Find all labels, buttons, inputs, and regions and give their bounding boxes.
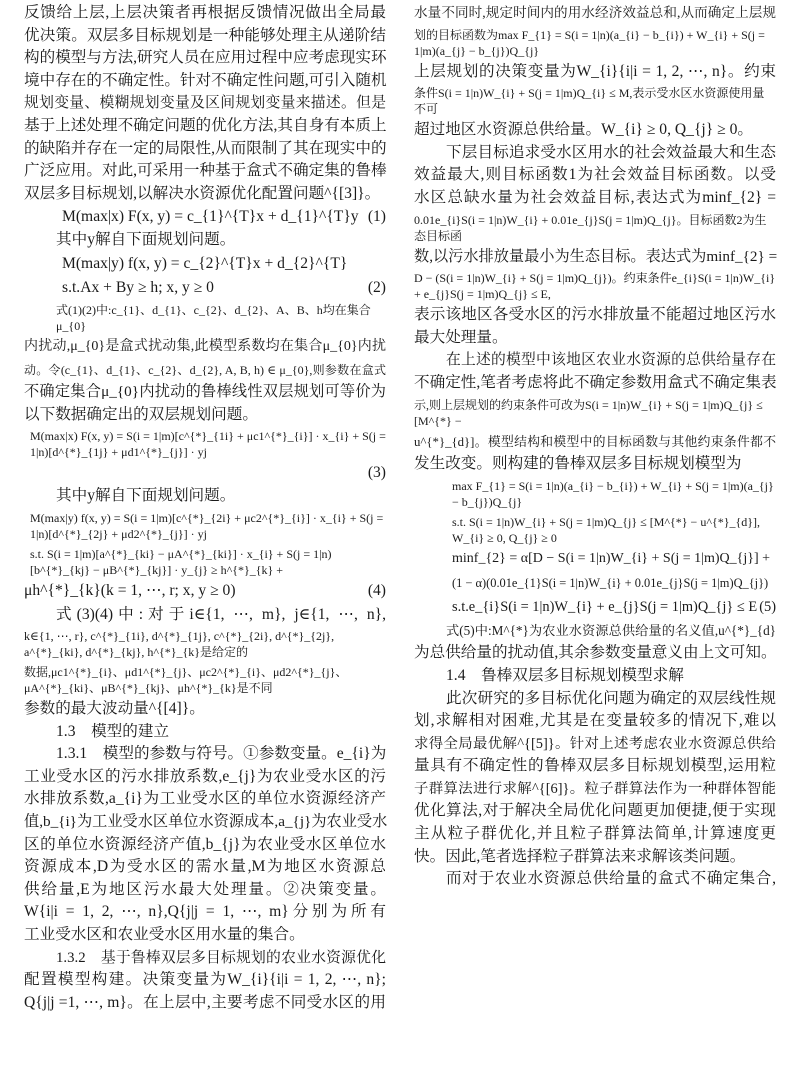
line-text: 境中存在的不确定性。针对不确定性问题,可引入随机 [24,71,387,89]
text-line [414,823,776,846]
text-line [24,229,386,252]
text-line [24,969,386,992]
text-line [414,164,776,187]
equation-line [24,426,386,462]
text-line [24,359,386,382]
line-text: 配置模型构建。决策变量为W_{i}{i|i = 1, 2, ⋯, n}; [24,971,386,989]
line-text: 下层目标追求受水区用水的社会效益最大和生态 [446,143,776,161]
text-line [24,788,386,811]
line-text: 1.3 模型的建立 [56,722,170,740]
line-text: 规划变量、模糊规划变量及区间规划变量来描述。但是 [24,95,386,112]
text-line [24,336,386,359]
line-text: 数,以污水排放量最小为生态目标。表达式为minf_{2} = [414,247,778,265]
text-line [24,662,386,698]
text-line [414,119,776,142]
line-text: 子群算法进行求解^{[6]}。粒子群算法作为一种群体智能 [414,780,776,797]
equation-line [414,512,776,548]
text-line [414,453,776,476]
equation-line [24,252,386,276]
text-line [24,992,386,1015]
text-line [414,210,776,246]
line-text: 1.3.1 模型的参数与符号。①参数变量。e_{i}为 [56,745,387,763]
line-text: u^{*}_{d}]。模型结构和模型中的目标函数与其他约束条件都不 [414,434,776,449]
section-heading [24,721,386,744]
line-text: 求得全局最优解^{[5]}。针对上述考虑农业水资源总供给 [414,735,776,752]
line-text: 1.3.2 基于鲁棒双层多目标规划的农业水资源优化 [56,949,386,966]
text-line [414,83,776,119]
equation-body: M(max|y) f(x, y) = c_{2}^{T}x + d_{2}^{T} [62,254,348,272]
equation-body: max F_{1} = S(i = 1|n)(a_{i} − b_{i}) + W_{i} + S(j = 1|m)(a_{j} − b_{j})Q_{j} [452,478,774,509]
equation-body: s.t.Ax + By ≥ h; x, y ≥ 0 [62,278,214,296]
text-line [24,698,386,721]
line-text: 工业受水区的污水排放系数,e_{j}为农业受水区的污 [24,767,386,785]
text-line [414,431,776,454]
line-text: 示,则上层规划的约束条件可改为S(i = 1|n)W_{i} + S(j = 1|m)Q_{j} ≤ [M^{*} − [414,397,763,428]
line-text: 式(5)中:M^{*}为农业水资源总供给量的名义值,u^{*}_{d} [446,622,776,638]
line-text: 超过地区水资源总供给量。W_{i} ≥ 0, Q_{j} ≥ 0。 [414,121,753,139]
line-text: 构的模型与方法,研究人员在应用过程中应考虑现实环 [24,49,387,67]
equation-body: s.t. S(i = 1|m)[a^{*}_{ki} − μA^{*}_{ki}] · x_{i} + S(j = 1|n)[b^{*}_{kj} − μB^{*}_{kj}] · y_{j} ≥ h^{*}_{k} + [30,546,332,577]
line-text: D − (S(i = 1|n)W_{i} + S(j = 1|m)Q_{j})。约束条件e_{i}S(i = 1|n)W_{i} + e_{j}S(j = 1|m)Q_{j} ≤ E, [414,271,776,302]
equation-line [24,580,386,604]
line-text: k∈{1, ⋯, r}, c^{*}_{1i}, d^{*}_{1j}, c^{*}_{2i}, d^{*}_{2j}, a^{*}_{ki}, d^{*}_{kj}, h^{*}_{k}是给定的 [24,629,335,660]
line-text: 值,b_{i}为工业受水区单位水资源成本,a_{j}为农业受水 [24,813,388,831]
line-text: 工业受水区和农业受水区用水量的集合。 [24,926,305,944]
equation-line [24,462,386,485]
equation-body: M(max|y) f(x, y) = S(i = 1|m)[c^{*}_{2i} + μc2^{*}_{i}] · x_{i} + S(j = 1|n)[d^{*}_{2j} + μd2^{*}_{j}] · yj [30,510,384,541]
line-text: 数据,μc1^{*}_{i}、μd1^{*}_{j}、μc2^{*}_{i}、μd2^{*}_{j}、μA^{*}_{ki}、μB^{*}_{kj}、μh^{*}_{k}是不同 [24,665,348,696]
text-line [414,142,776,165]
text-line [414,246,776,269]
text-line [24,70,386,93]
line-text: 0.01e_{i}S(i = 1|n)W_{i} + 0.01e_{j}S(j = 1|m)Q_{j}。目标函数2为生态目标函 [414,212,767,243]
text-line [414,620,776,643]
line-text: 优决策。双层多目标规划是一种能够处理主从递阶结 [24,26,386,44]
text-line [24,626,386,662]
equation-line [24,544,386,580]
text-line [24,811,386,834]
text-line [24,92,386,115]
line-text: 资源成本,D为受水区的需水量,M为地区水资源总 [24,858,386,876]
line-text: 参数的最大波动量^{[4]}。 [24,700,205,718]
text-line [414,268,776,304]
line-text: 式(1)(2)中:c_{1}、d_{1}、c_{2}、d_{2}、A、B、h均在集合μ_{0} [56,302,371,333]
equation-line [24,205,386,229]
equation-line [414,548,776,572]
line-text: 基于上述处理不确定问题的优化方法,其自身有本质上 [24,116,387,134]
line-text: 快。因此,笔者选择粒子群算法来求解该类问题。 [414,847,746,865]
line-text: 在上述的模型中该地区农业水资源的总供给量存在 [446,352,776,369]
line-text: 发生改变。则构建的鲁棒双层多目标规划模型为 [414,455,742,473]
line-text: 划,求解相对困难,尤其是在变量较多的情况下,难以 [414,712,776,730]
equation-line [24,276,386,300]
line-text: 内扰动,μ_{0}是盒式扰动集,此模型系数均在集合μ_{0}内扰 [24,338,386,354]
equation-number: (2) [367,278,386,296]
equation-line [414,476,776,512]
text-line [24,901,386,924]
line-text: 双层多目标规划,以解决水资源优化配置问题^{[3]}。 [24,184,381,202]
equation-body: (1 − α)(0.01e_{1}S(i = 1|n)W_{i} + 0.01e_{j}S(j = 1|m)Q_{j}) [452,576,769,591]
line-text: 水区总缺水量为社会效益目标,表达式为minf_{2} = [414,188,776,206]
left-text-column [24,2,386,1014]
text-line [414,25,776,61]
equation-number: (5) [759,599,776,616]
equation-body: minf_{2} = α[D − S(i = 1|n)W_{i} + S(j = 1|m)Q_{j}] + [452,551,771,567]
line-text: 其中y解自下面规划问题。 [56,231,236,249]
line-text: 反馈给上层,上层决策者再根据反馈情况做出全局最 [24,4,386,21]
text-line [414,187,776,210]
equation-line [24,508,386,544]
text-line [414,642,776,665]
line-text: W{i|i = 1, 2, ⋯, n},Q{j|j = 1, ⋯, m}分别为所有 [24,903,386,921]
line-text: 表示该地区各受水区的污水排放量不能超过地区污水 [414,306,776,324]
text-line [414,327,776,350]
line-text: 主从粒子群优化,并且粒子群算法简单,计算速度更 [414,825,776,843]
equation-body: s.t. S(i = 1|n)W_{i} + S(j = 1|m)Q_{j} ≤ [M^{*} − u^{*}_{d}], W_{i} ≥ 0, Q_{j} ≥ 0 [452,514,760,545]
line-text: 效益最大,则目标函数1为社会效益目标函数。以受 [414,166,776,184]
text-line [414,2,776,25]
text-line [24,300,386,336]
text-line [24,25,386,48]
right-text-column [414,2,776,891]
equation-body: M(max|x) F(x, y) = c_{1}^{T}x + d_{1}^{T}y [62,208,359,226]
equation-line [414,596,776,620]
equation-body: s.t.e_{i}S(i = 1|n)W_{i} + e_{j}S(j = 1|m)Q_{j} ≤ E [452,599,758,616]
text-line [414,372,776,395]
text-line [24,381,386,404]
line-text: 其中y解自下面规划问题。 [56,486,236,504]
equation-number: (1) [367,208,386,226]
equation-body: M(max|x) F(x, y) = S(i = 1|m)[c^{*}_{1i} + μc1^{*}_{i}] · x_{i} + S(j = 1|n)[d^{*}_{1j} + μd1^{*}_{j}] · yj [30,429,386,460]
line-text: 区的单位水资源经济产值,b_{j}为农业受水区单位水 [24,835,386,853]
line-text: 以下数据确定出的双层规划问题。 [24,405,258,423]
text-line [24,47,386,70]
line-text: 而对于农业水资源总供给量的盒式不确定集合, [446,870,776,888]
section-heading [414,665,776,688]
line-text: 优化算法,对于解决全局优化问题更加便捷,便于实现 [414,802,776,820]
line-text: 水量不同时,规定时间内的用水经济效益总和,从而确定上层规 [414,5,776,20]
text-line [24,160,386,183]
line-text: 的缺陷并存在一定的局限性,从而限制了其在现实中的 [24,139,387,157]
line-text: 不确定集合μ_{0}内扰动的鲁棒线性双层规划可等价为 [24,383,386,401]
equation-number: (3) [367,464,386,482]
line-text: 1.4 鲁棒双层多目标规划模型求解 [446,666,684,684]
text-line [24,834,386,857]
text-line [24,404,386,427]
text-line [414,710,776,733]
text-line [414,349,776,372]
text-line [414,846,776,869]
line-text: 水排放系数,a_{i}为工业受水区的单位水资源经济产 [24,790,386,808]
line-text: 最大处理量。 [414,328,508,346]
text-line [414,688,776,711]
text-line [24,485,386,508]
text-line [24,947,386,970]
line-text: 式(3)(4)中:对于i∈{1, ⋯, m}, j∈{1, ⋯, n}, [56,605,386,623]
text-line [24,138,386,161]
text-line [414,304,776,327]
line-text: 划的目标函数为max F_{1} = S(i = 1|n)(a_{i} − b_{i}) + W_{i} + S(j = 1|m)(a_{j} − b_{j})Q_{j} [414,27,765,58]
text-line [24,2,386,25]
text-line [414,395,776,431]
text-line [24,604,386,627]
text-line [414,733,776,756]
line-text: Q{j|j =1, ⋯, m}。在上层中,主要考虑不同受水区的用 [24,993,386,1011]
text-line [414,755,776,778]
text-line [414,61,776,84]
line-text: 上层规划的决策变量为W_{i}{i|i = 1, 2, ⋯, n}。约束 [414,62,776,80]
line-text: 动。令(c_{1}、d_{1}、c_{2}、d_{2}, A, B, h) ∈ μ_{0},则参数在盒式 [24,362,386,377]
line-text: 条件S(i = 1|n)W_{i} + S(j = 1|m)Q_{i} ≤ M,表示受水区水资源使用量不可 [414,86,765,117]
text-line [414,868,776,891]
line-text: 供给量,E为地区污水最大处理量。②决策变量。 [24,880,386,898]
line-text: 量具有不确定性的鲁棒双层多目标规划模型,运用粒 [414,757,776,775]
text-line [24,879,386,902]
line-text: 此次研究的多目标优化问题为确定的双层线性规 [446,689,776,707]
text-line [24,856,386,879]
equation-line [414,572,776,596]
text-line [24,766,386,789]
text-line [414,778,776,801]
text-line [24,924,386,947]
equation-body: μh^{*}_{k}(k = 1, ⋯, r; x, y ≥ 0) [24,582,236,600]
text-line [414,800,776,823]
text-line [24,115,386,138]
text-line [24,743,386,766]
line-text: 为总供给量的扰动值,其余参数变量意义由上文可知。 [414,644,777,662]
line-text: 广泛应用。对此,可采用一种基于盒式不确定集的鲁棒 [24,162,387,180]
text-line [24,183,386,206]
line-text: 不确定性,笔者考虑将此不确定参数用盒式不确定集表 [414,373,777,391]
equation-number: (4) [367,582,386,600]
